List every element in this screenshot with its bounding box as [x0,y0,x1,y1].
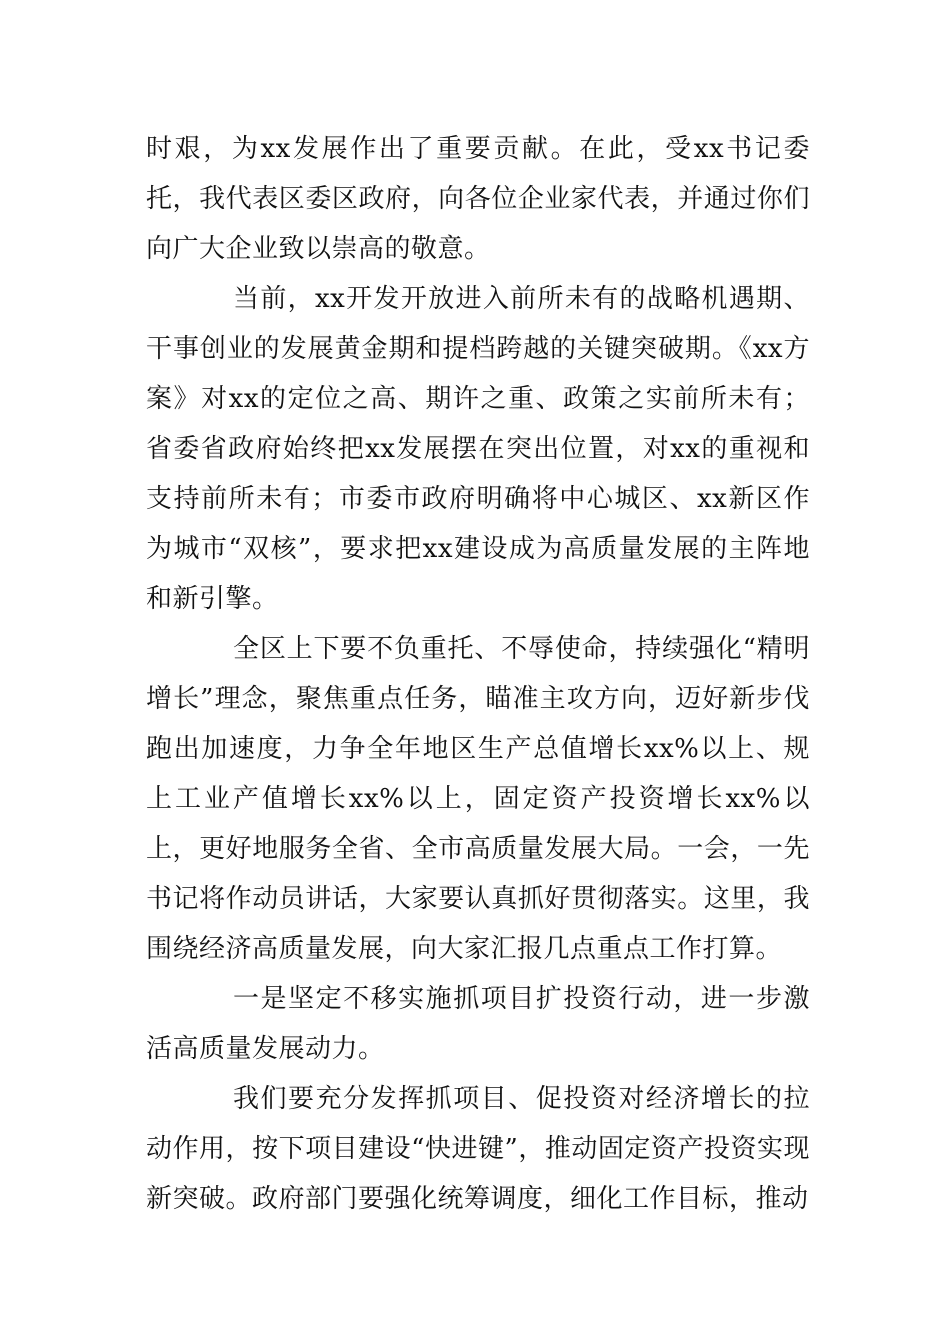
paragraph-1: 时艰，为xx发展作出了重要贡献。在此，受xx书记委托，我代表区委区政府，向各位企业家代表，并通过你们向广大企业致以崇高的敬意。 [146,134,810,264]
document-body [146,124,810,1224]
paragraph-5: 我们要充分发挥抓项目、促投资对经济增长的拉动作用，按下项目建设“快进键”，推动固定资产投资实现新突破。政府部门要强化统筹调度，细化工作目标，推动 [146,1084,810,1214]
paragraph-2: 当前，xx开发开放进入前所未有的战略机遇期、干事创业的发展黄金期和提档跨越的关键突破期。《xx方案》对xx的定位之高、期许之重、政策之实前所未有；省委省政府始终把xx发展摆在突出位置，对xx的重视和支持前所未有；市委市政府明确将中心城区、xx新区作为城市“双核”，要求把xx建设成为高质量发展的主阵地和新引擎。 [146,284,810,614]
paragraph-3: 全区上下要不负重托、不辱使命，持续强化“精明增长”理念，聚焦重点任务，瞄准主攻方向，迈好新步伐跑出加速度，力争全年地区生产总值增长xx%以上、规上工业产值增长xx%以上，固定资产投资增长xx%以上，更好地服务全省、全市高质量发展大局。一会，一先书记将作动员讲话，大家要认真抓好贯彻落实。这里，我围绕经济高质量发展，向大家汇报几点重点工作打算。 [146,634,810,964]
paragraph-4: 一是坚定不移实施抓项目扩投资行动，进一步激活高质量发展动力。 [146,984,810,1064]
